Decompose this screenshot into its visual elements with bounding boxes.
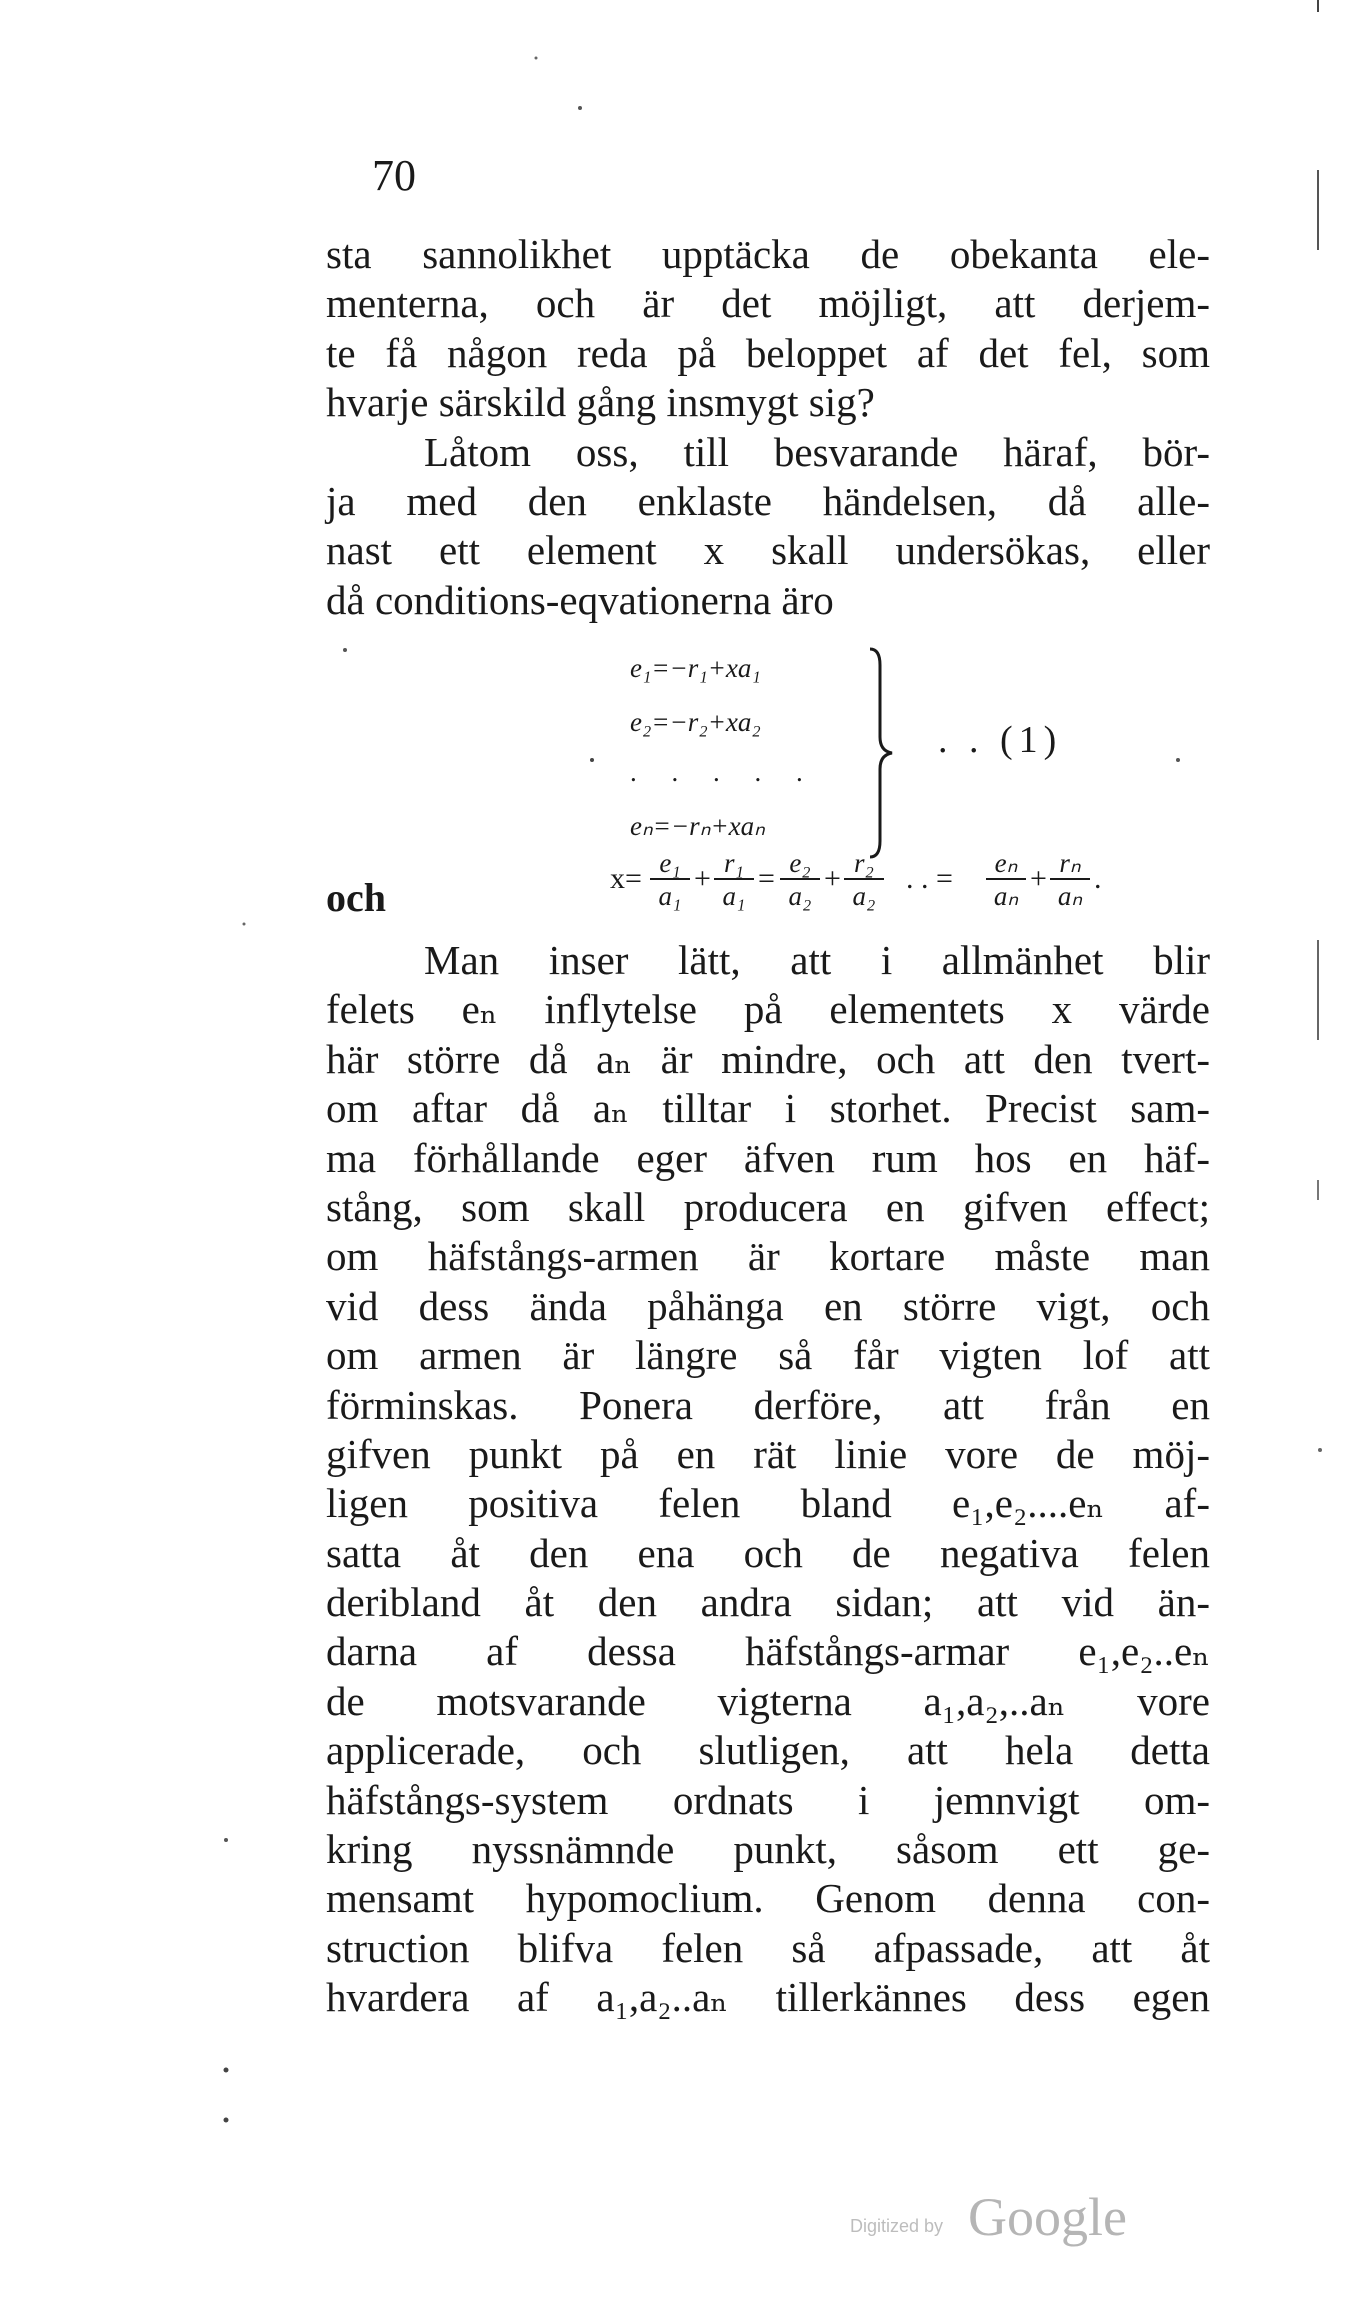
text-line: mensamt hypomoclium. Genom denna con- [326,1875,1210,1922]
text-line: gifven punkt på en rät linie vore de möj- [326,1430,1210,1477]
operator: . [1094,862,1102,895]
equation-row: . . . . . [630,757,817,787]
google-logo: Google [968,2187,1127,2247]
text-line: sta sannolikhet upptäcka de obekanta ele- [326,231,1210,277]
operator: + [824,862,841,895]
fraction-numerator: r₁ [714,848,754,880]
text-line: felets eₙ inflytelse på elementets x värde [326,986,1210,1033]
operator: + [1030,862,1047,895]
fraction-numerator: r₂ [844,848,884,880]
watermark-prefix: Digitized by [850,2216,944,2236]
text-line: kring nyssnämnde punkt, såsom ett ge- [326,1826,1210,1873]
equation-x [610,848,1210,928]
page-number: 70 [372,151,416,200]
text-line: om armen är längre så får vigten lof att [326,1332,1210,1379]
fraction [714,848,754,912]
text-line: te få någon reda på beloppet af det fel, som [326,329,1210,376]
text-line: hvarje särskild gång insmygt sig? [326,379,875,426]
paragraph-1 [326,230,1210,625]
och-label: och [326,875,386,920]
operator: = [758,862,775,895]
equation-row: eₙ=−rₙ+xaₙ [630,811,765,841]
text-line: Låtom oss, till besvarande häraf, bör- [424,428,1210,475]
text-line: ja med den enklaste händelsen, då alle- [326,477,1210,524]
text-line: ma förhållande eger äfven rum hos en häf- [326,1134,1210,1181]
text-line: deribland åt den andra sidan; att vid än- [326,1579,1210,1626]
fraction-denominator: a₂ [788,881,812,911]
fraction-denominator: a₁ [658,881,682,911]
text-line: här större då aₙ är mindre, och att den tvert- [326,1035,1210,1082]
text-line: struction blifva felen så afpassade, att åt [326,1924,1210,1971]
fraction-numerator: e₁ [650,848,690,880]
operator: . . = [906,862,953,895]
fraction-numerator: eₙ [986,848,1026,880]
x-equals: x= [610,862,642,895]
text-line: satta åt den ena och de negativa felen [326,1529,1210,1576]
fraction [844,848,884,912]
text-line: om häfstångs-armen är kortare måste man [326,1233,1210,1280]
text-line: ligen positiva felen bland e₁,e₂....eₙ af- [326,1480,1210,1527]
fraction-denominator: aₙ [1057,881,1083,911]
equation-number: . . (1) [938,719,1063,761]
equation-system [630,645,930,860]
text-line: nast ett element x skall undersökas, eller [326,527,1210,574]
text-line: darna af dessa häfstångs-armar e₁,e₂..eₙ [326,1628,1210,1675]
fraction-denominator: a₁ [722,881,746,911]
text-line: då conditions-eqvationerna äro [326,576,834,623]
text-line: stång, som skall producera en gifven effect; [326,1183,1210,1230]
equation-row: e₂=−r₂+xa₂ [630,707,761,737]
operator: + [694,862,711,895]
fraction [780,848,820,912]
text-line: menterna, och är det möjligt, att derjem- [326,280,1210,327]
text-line: vid dess ända påhänga en större vigt, och [326,1282,1210,1329]
text-line: Man inser lätt, att i allmänhet blir [424,937,1210,983]
fraction-numerator: e₂ [780,848,820,880]
fraction-denominator: a₂ [852,881,876,911]
equation-row: e₁=−r₁+xa₁ [630,653,761,683]
text-line: de motsvarande vigterna a₁,a₂,..aₙ vore [326,1677,1210,1724]
curly-brace-icon [868,645,894,860]
fraction-denominator: aₙ [993,881,1019,911]
fraction [650,848,690,912]
text-line: häfstångs-system ordnats i jemnvigt om- [326,1776,1210,1823]
fraction [986,848,1026,912]
text-line: applicerade, och slutligen, att hela detta [326,1727,1210,1774]
text-line: hvardera af a₁,a₂..aₙ tillerkännes dess egen [326,1974,1210,2021]
fraction-numerator: rₙ [1050,848,1090,880]
fraction [1050,848,1090,912]
text-line: om aftar då aₙ tilltar i storhet. Precist sam- [326,1085,1210,1132]
text-line: förminskas. Ponera derföre, att från en [326,1381,1210,1428]
paragraph-2 [326,936,1210,2023]
